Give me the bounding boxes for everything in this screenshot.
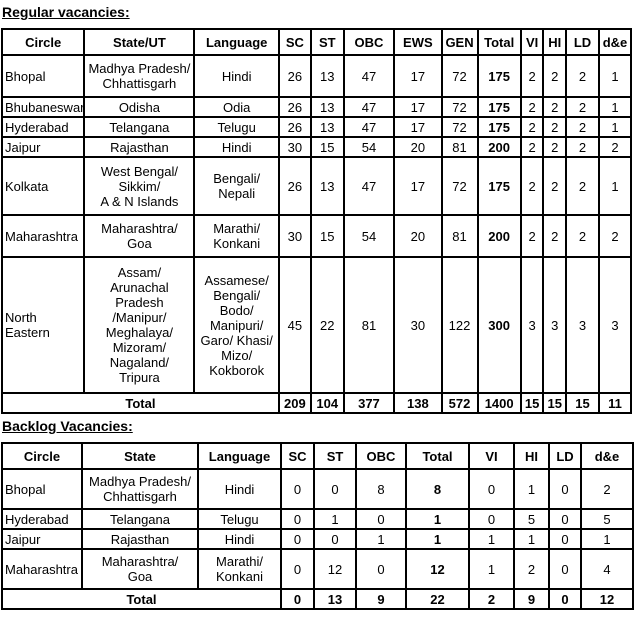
table-cell: Hindi <box>198 469 281 509</box>
table-cell: 8 <box>406 469 469 509</box>
table-cell: 45 <box>279 257 311 393</box>
table-cell: 3 <box>521 257 544 393</box>
table-cell: 20 <box>394 137 441 157</box>
table-cell: 26 <box>279 97 311 117</box>
table-cell: Madhya Pradesh/ Chhattisgarh <box>84 55 194 97</box>
total-label: Total <box>2 589 281 609</box>
table-cell: 22 <box>311 257 344 393</box>
table-cell: 1 <box>314 509 356 529</box>
table-row <box>2 509 633 529</box>
table-cell: 0 <box>469 509 514 529</box>
total-cell: 15 <box>566 393 599 413</box>
table-header-row <box>2 29 631 55</box>
table-row <box>2 549 633 589</box>
table-cell: Hindi <box>198 529 281 549</box>
table-cell: 1 <box>599 97 631 117</box>
table-cell: 1 <box>469 549 514 589</box>
table-cell: 47 <box>344 55 394 97</box>
table-cell: 200 <box>478 137 521 157</box>
table-cell: 1 <box>599 157 631 215</box>
table-cell: 81 <box>442 215 478 257</box>
table-cell: Marathi/ Konkani <box>198 549 281 589</box>
table-cell: 26 <box>279 157 311 215</box>
total-cell: 9 <box>356 589 406 609</box>
table-cell: 2 <box>521 157 544 215</box>
table-cell: 2 <box>566 117 599 137</box>
total-cell: 15 <box>543 393 566 413</box>
table-cell: 12 <box>314 549 356 589</box>
total-cell: 0 <box>281 589 314 609</box>
column-header: State/UT <box>84 29 194 55</box>
total-cell: 377 <box>344 393 394 413</box>
table-cell: 72 <box>442 97 478 117</box>
table-row <box>2 215 631 257</box>
total-cell: 15 <box>521 393 544 413</box>
table-cell: Telugu <box>198 509 281 529</box>
total-cell: 11 <box>599 393 631 413</box>
table-cell: 3 <box>566 257 599 393</box>
column-header: HI <box>543 29 566 55</box>
table-cell: 81 <box>344 257 394 393</box>
table-cell: 72 <box>442 117 478 137</box>
table-cell: 2 <box>521 97 544 117</box>
column-header: Circle <box>2 443 82 469</box>
column-header: GEN <box>442 29 478 55</box>
table-cell: 1 <box>514 529 549 549</box>
table-cell: Odisha <box>84 97 194 117</box>
table-cell: 47 <box>344 97 394 117</box>
total-cell: 13 <box>314 589 356 609</box>
table-cell: Telangana <box>84 117 194 137</box>
table-cell: 15 <box>311 137 344 157</box>
table-cell: 20 <box>394 215 441 257</box>
table-cell: 5 <box>581 509 633 529</box>
table-cell: 30 <box>279 137 311 157</box>
table-cell: 0 <box>549 529 581 549</box>
table-cell: 0 <box>549 509 581 529</box>
table-cell: Madhya Pradesh/ Chhattisgarh <box>82 469 198 509</box>
table-row <box>2 257 631 393</box>
table-cell: 0 <box>281 509 314 529</box>
table-cell: 15 <box>311 215 344 257</box>
table-cell: 200 <box>478 215 521 257</box>
regular-vacancies-table <box>1 28 632 414</box>
table-cell: 0 <box>356 509 406 529</box>
table-row <box>2 157 631 215</box>
table-cell: Odia <box>194 97 278 117</box>
table-cell: Maharashtra/ Goa <box>82 549 198 589</box>
circle-cell: Bhubaneswar <box>2 97 84 117</box>
column-header: State <box>82 443 198 469</box>
table-cell: 17 <box>394 97 441 117</box>
table-cell: 2 <box>543 97 566 117</box>
table-cell: 17 <box>394 55 441 97</box>
table-cell: 2 <box>543 117 566 137</box>
circle-cell: Bhopal <box>2 55 84 97</box>
column-header: d&e <box>581 443 633 469</box>
table-cell: 72 <box>442 55 478 97</box>
table-cell: 13 <box>311 117 344 137</box>
table-cell: 1 <box>514 469 549 509</box>
column-header: OBC <box>356 443 406 469</box>
total-label: Total <box>2 393 279 413</box>
column-header: Language <box>194 29 278 55</box>
table-cell: 0 <box>281 529 314 549</box>
table-cell: 175 <box>478 157 521 215</box>
circle-cell: Bhopal <box>2 469 82 509</box>
table-cell: 4 <box>581 549 633 589</box>
column-header: d&e <box>599 29 631 55</box>
circle-cell: Hyderabad <box>2 509 82 529</box>
column-header: HI <box>514 443 549 469</box>
table-cell: 26 <box>279 55 311 97</box>
table-row <box>2 469 633 509</box>
table-cell: 3 <box>599 257 631 393</box>
table-cell: 0 <box>314 529 356 549</box>
total-cell: 0 <box>549 589 581 609</box>
circle-cell: Maharashtra <box>2 549 82 589</box>
circle-cell: Jaipur <box>2 137 84 157</box>
table-cell: 54 <box>344 215 394 257</box>
table-cell: 0 <box>281 469 314 509</box>
table-cell: 1 <box>469 529 514 549</box>
total-cell: 12 <box>581 589 633 609</box>
table-cell: 81 <box>442 137 478 157</box>
total-cell: 104 <box>311 393 344 413</box>
table-cell: Rajasthan <box>84 137 194 157</box>
table-cell: 2 <box>566 157 599 215</box>
total-cell: 138 <box>394 393 441 413</box>
column-header: ST <box>314 443 356 469</box>
column-header: EWS <box>394 29 441 55</box>
circle-cell: Hyderabad <box>2 117 84 137</box>
table-cell: 2 <box>566 215 599 257</box>
table-cell: 2 <box>521 117 544 137</box>
column-header: SC <box>281 443 314 469</box>
column-header: LD <box>549 443 581 469</box>
column-header: VI <box>521 29 544 55</box>
table-cell: 2 <box>543 157 566 215</box>
table-cell: 5 <box>514 509 549 529</box>
circle-cell: Kolkata <box>2 157 84 215</box>
table-cell: 1 <box>599 55 631 97</box>
total-cell: 9 <box>514 589 549 609</box>
table-cell: 17 <box>394 117 441 137</box>
column-header: LD <box>566 29 599 55</box>
table-cell: Bengali/ Nepali <box>194 157 278 215</box>
table-cell: 2 <box>599 137 631 157</box>
table-cell: 2 <box>543 137 566 157</box>
table-cell: 8 <box>356 469 406 509</box>
table-cell: 1 <box>406 509 469 529</box>
table-row <box>2 97 631 117</box>
table-cell: 26 <box>279 117 311 137</box>
table-cell: West Bengal/ Sikkim/ A & N Islands <box>84 157 194 215</box>
table-cell: 2 <box>599 215 631 257</box>
table-cell: 175 <box>478 55 521 97</box>
backlog-vacancies-table <box>1 442 634 610</box>
table-cell: 2 <box>514 549 549 589</box>
column-header: ST <box>311 29 344 55</box>
table-header-row <box>2 443 633 469</box>
table-cell: 1 <box>581 529 633 549</box>
table-cell: 1 <box>356 529 406 549</box>
table-cell: Hindi <box>194 137 278 157</box>
backlog-vacancies-title: Backlog Vacancies: <box>2 418 133 434</box>
table-cell: 175 <box>478 117 521 137</box>
table-cell: 0 <box>549 469 581 509</box>
table-row <box>2 55 631 97</box>
total-cell: 209 <box>279 393 311 413</box>
circle-cell: North Eastern <box>2 257 84 393</box>
total-row <box>2 589 633 609</box>
table-row <box>2 117 631 137</box>
table-cell: 0 <box>549 549 581 589</box>
table-cell: 3 <box>543 257 566 393</box>
table-cell: Marathi/ Konkani <box>194 215 278 257</box>
table-cell: 2 <box>543 215 566 257</box>
total-cell: 22 <box>406 589 469 609</box>
table-cell: 54 <box>344 137 394 157</box>
total-row <box>2 393 631 413</box>
table-cell: 0 <box>314 469 356 509</box>
total-cell: 1400 <box>478 393 521 413</box>
table-cell: 2 <box>566 97 599 117</box>
table-cell: Telangana <box>82 509 198 529</box>
table-cell: Telugu <box>194 117 278 137</box>
table-cell: 2 <box>521 55 544 97</box>
table-cell: 1 <box>599 117 631 137</box>
column-header: Total <box>478 29 521 55</box>
table-cell: 2 <box>566 55 599 97</box>
table-cell: Assamese/ Bengali/ Bodo/ Manipuri/ Garo/ Khasi/ Mizo/ Kokborok <box>194 257 278 393</box>
table-cell: 1 <box>406 529 469 549</box>
table-cell: Hindi <box>194 55 278 97</box>
table-cell: 2 <box>566 137 599 157</box>
table-row <box>2 529 633 549</box>
table-cell: 72 <box>442 157 478 215</box>
regular-vacancies-title: Regular vacancies: <box>2 4 130 20</box>
circle-cell: Jaipur <box>2 529 82 549</box>
column-header: OBC <box>344 29 394 55</box>
table-cell: 0 <box>356 549 406 589</box>
total-cell: 572 <box>442 393 478 413</box>
table-cell: Rajasthan <box>82 529 198 549</box>
table-cell: 13 <box>311 157 344 215</box>
table-cell: 2 <box>581 469 633 509</box>
table-cell: 2 <box>521 215 544 257</box>
table-cell: 300 <box>478 257 521 393</box>
circle-cell: Maharashtra <box>2 215 84 257</box>
table-cell: 12 <box>406 549 469 589</box>
column-header: VI <box>469 443 514 469</box>
table-row <box>2 137 631 157</box>
column-header: Total <box>406 443 469 469</box>
table-cell: 47 <box>344 117 394 137</box>
table-cell: 175 <box>478 97 521 117</box>
table-cell: 0 <box>469 469 514 509</box>
table-cell: 122 <box>442 257 478 393</box>
table-cell: 30 <box>394 257 441 393</box>
table-cell: Assam/ Arunachal Pradesh /Manipur/ Meghalaya/ Mizoram/ Nagaland/ Tripura <box>84 257 194 393</box>
column-header: Language <box>198 443 281 469</box>
column-header: Circle <box>2 29 84 55</box>
table-cell: 2 <box>521 137 544 157</box>
table-cell: 0 <box>281 549 314 589</box>
table-cell: 30 <box>279 215 311 257</box>
column-header: SC <box>279 29 311 55</box>
table-cell: 17 <box>394 157 441 215</box>
table-cell: 13 <box>311 55 344 97</box>
table-cell: 47 <box>344 157 394 215</box>
table-cell: Maharashtra/ Goa <box>84 215 194 257</box>
total-cell: 2 <box>469 589 514 609</box>
table-cell: 2 <box>543 55 566 97</box>
table-cell: 13 <box>311 97 344 117</box>
